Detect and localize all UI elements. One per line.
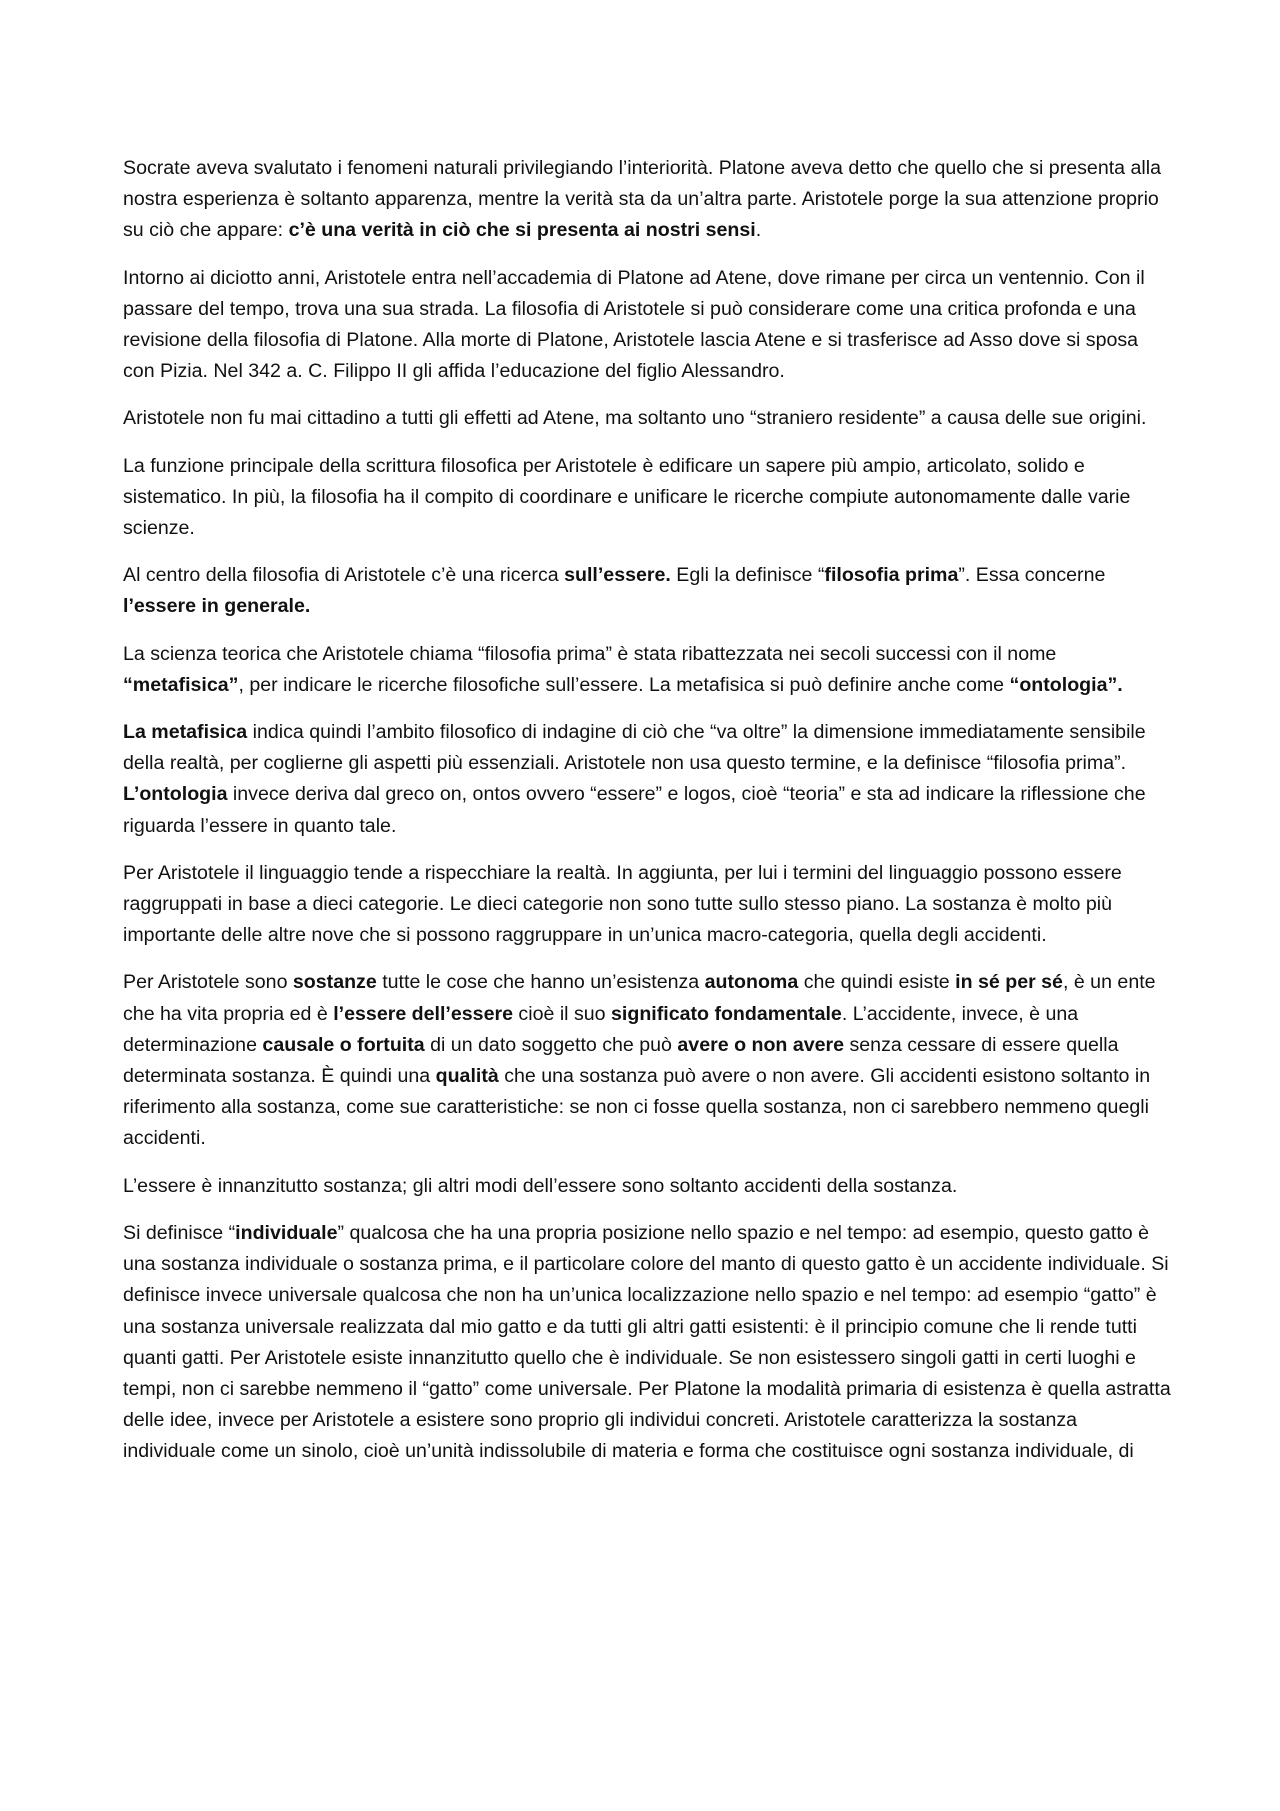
bold-text: sostanze <box>292 971 377 994</box>
text-run: L’essere è innanzitutto sostanza; gli altri modi dell’essere sono soltanto accidenti della sostanza. <box>123 1174 958 1197</box>
bold-text: autonoma <box>704 971 799 994</box>
text-run: , per indicare le ricerche filosofiche sull’essere. La metafisica si può definire anche come <box>238 673 1010 696</box>
text-run: ”. Essa concerne <box>958 564 1106 587</box>
text-run: ” qualcosa che ha una propria posizione nello spazio e nel tempo: ad esempio, questo gatto è una sostanza individuale o sostanza prima, e il particolare colore del manto di questo gatto è un accidente individuale. Si definisce invece universale qualcosa che non ha un’unica localizzazione nello spazio e nel tempo: ad esempio “gatto” è una sostanza universale realizzata dal mio gatto e da tutti gli altri gatti esistenti: è il principio comune che li rende tutti quanti gatti. Per Aristotele esiste innanzitutto quello che è individuale. Se non esistessero singoli gatti in certi luoghi e tempi, non ci sarebbe nemmeno il “gatto” come universale. Per Platone la modalità primaria di esistenza è quella astratta delle idee, invece per Aristotele a esistere sono proprio gli individui concreti. Aristotele caratterizza la sostanza individuale come un sinolo, cioè un’unità indissolubile di materia e forma che costituisce ogni sostanza individuale, di <box>123 1221 1171 1463</box>
text-run: che una sostanza può avere o non avere. Gli accidenti esistono soltanto in riferimento alla sostanza, come sue caratteristiche: se non ci fosse quella sostanza, non ci sarebbero nemmeno quegli accidenti. <box>123 1065 1151 1150</box>
bold-text: causale o fortuita <box>262 1033 425 1056</box>
text-run: indica quindi l’ambito filosofico di indagine di ciò che “va oltre” la dimensione immediatamente sensibile della realtà, per coglierne gli aspetti più essenziali. Aristotele non usa questo termine, e la definisce “filosofia prima”. <box>123 721 1146 775</box>
text-run: che quindi esiste <box>798 971 956 994</box>
text-run: invece deriva dal greco on, ontos ovvero “essere” e logos, cioè “teoria” e sta ad indicare la riflessione che riguarda l’essere in quanto tale. <box>123 783 1146 837</box>
bold-text: “ontologia”. <box>1009 673 1123 696</box>
document-body <box>123 153 1173 1484</box>
text-run: Si definisce “ <box>123 1221 236 1244</box>
paragraph-6 <box>123 639 1173 701</box>
paragraph-2 <box>123 263 1173 388</box>
text-run: senza cessare di essere quella determinata sostanza. È quindi una <box>123 1033 1119 1088</box>
text-run: Intorno ai diciotto anni, Aristotele entra nell’accademia di Platone ad Atene, dove rimane per circa un ventennio. Con il passare del tempo, trova una sua strada. La filosofia di Aristotele si può considerare come una critica profonda e una revisione della filosofia di Platone. Alla morte di Platone, Aristotele lascia Atene e si trasferisce ad Asso dove si sposa con Pizia. Nel 342 a. C. Filippo II gli affida l’educazione del figlio Alessandro. <box>123 266 1145 383</box>
text-run: , è un ente che ha vita propria ed è <box>123 971 1156 1025</box>
bold-text: significato fondamentale <box>611 1002 842 1025</box>
paragraph-5 <box>123 560 1173 622</box>
text-run: tutte le cose che hanno un’esistenza <box>376 971 705 994</box>
bold-text: “metafisica” <box>123 673 239 696</box>
paragraph-3 <box>123 403 1173 434</box>
paragraph-8 <box>123 858 1173 952</box>
bold-text: La metafisica <box>123 721 248 744</box>
bold-text: individuale <box>235 1221 338 1244</box>
text-run: Al centro della filosofia di Aristotele c’è una ricerca <box>123 564 565 587</box>
bold-text: qualità <box>435 1065 499 1088</box>
text-run: . <box>755 219 762 242</box>
text-run: Egli la definisce “ <box>670 564 825 587</box>
text-run: Per Aristotele sono <box>123 971 293 994</box>
bold-text: L’ontologia <box>123 783 228 806</box>
text-run: . L’accidente, invece, è una determinazione <box>123 1002 1079 1056</box>
text-run: Socrate aveva svalutato i fenomeni naturali privilegiando l’interiorità. Platone aveva detto che quello che si presenta alla nostra esperienza è soltanto apparenza, mentre la verità sta da un’altra parte. Aristotele porge la sua attenzione proprio su ciò che appare: <box>123 157 1161 242</box>
bold-text: sull’essere. <box>564 564 671 587</box>
text-run: La scienza teorica che Aristotele chiama “filosofia prima” è stata ribattezzata nei secoli successi con il nome <box>123 642 1057 665</box>
bold-text: c’è una verità in ciò che si presenta ai nostri sensi <box>288 219 756 242</box>
text-run: Aristotele non fu mai cittadino a tutti gli effetti ad Atene, ma soltanto uno “straniero residente” a causa delle sue origini. <box>123 407 1147 430</box>
text-run: di un dato soggetto che può <box>424 1033 678 1056</box>
bold-text: l’essere in generale. <box>123 595 311 618</box>
paragraph-4 <box>123 451 1173 545</box>
paragraph-1 <box>123 153 1173 247</box>
text-run: cioè il suo <box>512 1002 612 1025</box>
paragraph-9 <box>123 967 1173 1154</box>
paragraph-10 <box>123 1171 1173 1202</box>
text-run: La funzione principale della scrittura filosofica per Aristotele è edificare un sapere più ampio, articolato, solido e sistematico. In più, la filosofia ha il compito di coordinare e unificare le ricerche compiute autonomamente dalle varie scienze. <box>123 454 1131 540</box>
bold-text: filosofia prima <box>824 564 959 587</box>
bold-text: avere o non avere <box>677 1033 845 1056</box>
bold-text: in sé per sé <box>955 971 1063 994</box>
text-run: Per Aristotele il linguaggio tende a rispecchiare la realtà. In aggiunta, per lui i termini del linguaggio possono essere raggruppati in base a dieci categorie. Le dieci categorie non sono tutte sullo stesso piano. La sostanza è molto più importante delle altre nove che si possono raggruppare in un’unica macro-categoria, quella degli accidenti. <box>123 861 1122 947</box>
paragraph-7 <box>123 717 1173 842</box>
bold-text: l’essere dell’essere <box>333 1002 513 1025</box>
paragraph-11 <box>123 1218 1173 1468</box>
